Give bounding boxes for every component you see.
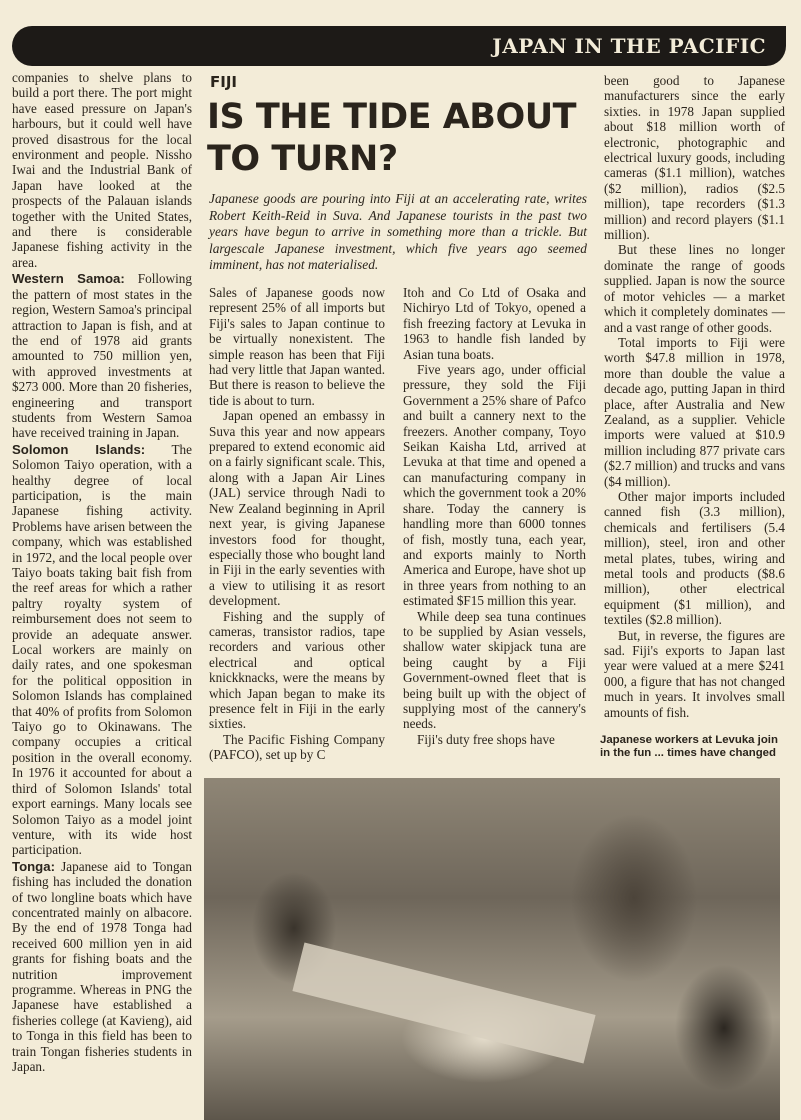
banner-title: JAPAN IN THE PACIFIC [492, 34, 766, 58]
paragraph: Fiji's duty free shops have [417, 731, 555, 747]
subhead-tonga: Tonga: [12, 858, 55, 874]
paragraph: Fishing and the supply of cameras, transistor radios, tape recorders and various other electrical and optical knickknacks, were the means by which Japan began to make its presence felt in Fiji in the early sixties. [209, 608, 385, 732]
paragraph-text: Japanese aid to Tongan fishing has included the donation of two longline boats which have concentrated mainly on albacore. By the end of 1978 Tonga had received 600 million yen in aid grants for fishing boats and the nutrition improvement programme. Whereas in PNG the Japanese have established a fisheries college (at Kavieng), aid to Tonga in this field has been to train Tongan fisheries students in Japan. [12, 858, 192, 1074]
paragraph: But these lines no longer dominate the range of goods supplied. Japan is now the source of motor vehicles — a market which it completely dominates — and a vast range of other goods. [604, 242, 785, 335]
paragraph-western-samoa [12, 271, 192, 440]
paragraph: Sales of Japanese goods now represent 25% of all imports but Fiji's sales to Japan continue to be virtually nonexistent. The simple reason has been that Fiji had very little that Japan wanted. But there is reason to believe the tide is about to turn. [209, 285, 385, 408]
paragraph: been good to Japanese manufacturers since the early sixties. in 1978 Japan supplied about $18 million worth of electronic, photographic and electrical luxury goods, including cameras ($1.1 million), watches ($2 million), radios ($2.5 million), tape recorders ($1.3 million) and record players ($1.1 million). [604, 73, 785, 243]
paragraph: Other major imports included canned fish (3.3 million), chemicals and fertilisers (5.4 million), steel, iron and other metal plates, tubes, wiring and metal tools and products ($8.6 million), other electrical equipment ($1 million), and textiles ($2.8 million). [604, 488, 785, 628]
column-4 [604, 73, 785, 720]
column-2 [209, 285, 385, 763]
section-label: FIJI [210, 73, 237, 91]
photo-caption: Japanese workers at Levuka join in the fun ... times have changed [600, 734, 778, 759]
paragraph: Total imports to Fiji were worth $47.8 million in 1978, more than double the value a decade ago, putting Japan in third place, after Australia and New Zealand, as a supplier. Vehicle imports were valued at $10.9 million including 877 private cars ($2.7 million) and trucks and vans ($4 million). [604, 334, 785, 489]
column-3 [403, 285, 586, 747]
subhead-western-samoa: Western Samoa: [12, 271, 125, 287]
section-banner [12, 26, 786, 66]
paragraph-text: Following the pattern of most states in the region, Western Samoa's principal attraction to Japan is fish, and at the end of 1978 aid grants amounted to 750 million yen, with approved investments at $273 000. More than 20 fisheries, engineering and transport students from Western Samoa have received training in Japan. [12, 271, 192, 441]
paragraph: The Pacific Fishing Company (PAFCO), set up by C [209, 731, 385, 763]
paragraph-text: The Solomon Taiyo operation, with a healthy degree of local participation, is the main Japanese fishing activity. Problems have arisen between the company, which was established in 1972, and the local people over Taiyo boats taking bait fish from the reef areas for which a rather paltry royalty system of reimbursement does not seem to provide an adequate answer. Local workers are mainly on daily rates, and one spokesman for the political opposition in Solomon Islands has complained that 40% of profits from Solomon Taiyo go to Okinawans. The company occupies a critical position in the overall economy. In 1976 it accounted for about a third of Solomon Islands' total export earnings. Many locals see Solomon Taiyo as a model joint venture, with its wide host participation. [12, 441, 192, 858]
column-1 [12, 70, 192, 1074]
paragraph: Five years ago, under official pressure, they sold the Fiji Government a 25% share of Pafco and built a cannery next to the freezers. Another company, Toyo Seikan Kaisha Ltd, arrived at Levuka at that time and opened a can manufacturing company in which the government took a 20% share. Today the cannery is handling more than 6000 tonnes of fish, mostly tuna, each year, and exports mainly to North America and Europe, have shot up in three years from nothing to an estimated $F15 million this year. [403, 362, 586, 609]
standfirst: Japanese goods are pouring into Fiji at an accelerating rate, writes Robert Keith-Reid in Suva. And Japanese tourists in the past two years have begun to arrive in something more than a trickle. But largescale Japanese investment, which five years ago seemed imminent, has not materialised. [209, 191, 587, 273]
paragraph: Japan opened an embassy in Suva this year and now appears prepared to extend economic aid on a fairly significant scale. This, along with a Japan Air Lines (JAL) service through Nadi to New Zealand beginning in April next year, is giving Japanese investors food for thought, especially those who bought land in Fiji in the early seventies with a view to utilising it as resort development. [209, 408, 385, 609]
paragraph-tonga [12, 859, 192, 1075]
paragraph: Itoh and Co Ltd of Osaka and Nichiryo Ltd of Tokyo, opened a fish freezing factory at Levuka in 1963 to handle fish landed by Asian tuna boats. [403, 285, 586, 362]
subhead-solomon-islands: Solomon Islands: [12, 441, 146, 457]
photo [204, 778, 780, 1120]
paragraph: But, in reverse, the figures are sad. Fiji's exports to Japan last year were valued at a mere $241 000, a figure that has not changed much in years. It involves small amounts of fish. [604, 627, 785, 720]
paragraph: While deep sea tuna continues to be supplied by Asian vessels, shallow water skipjack tuna are being caught by a Fiji Government-owned fleet that is being built up with the object of supplying most of the cannery's needs. [403, 608, 586, 732]
paragraph-solomon-islands [12, 442, 192, 858]
paragraph: companies to shelve plans to build a port there. The port might have eased pressure on Japan's harbours, but it could well have proved disastrous for the local environment and people. Nissho Iwai and the Industrial Bank of Japan have looked at the prospects of the Palauan islands together with the United States, and there is considerable Japanese fishing activity in the area. [12, 70, 192, 270]
photo-detail [292, 942, 595, 1063]
headline: IS THE TIDE ABOUT TO TURN? [207, 97, 577, 179]
